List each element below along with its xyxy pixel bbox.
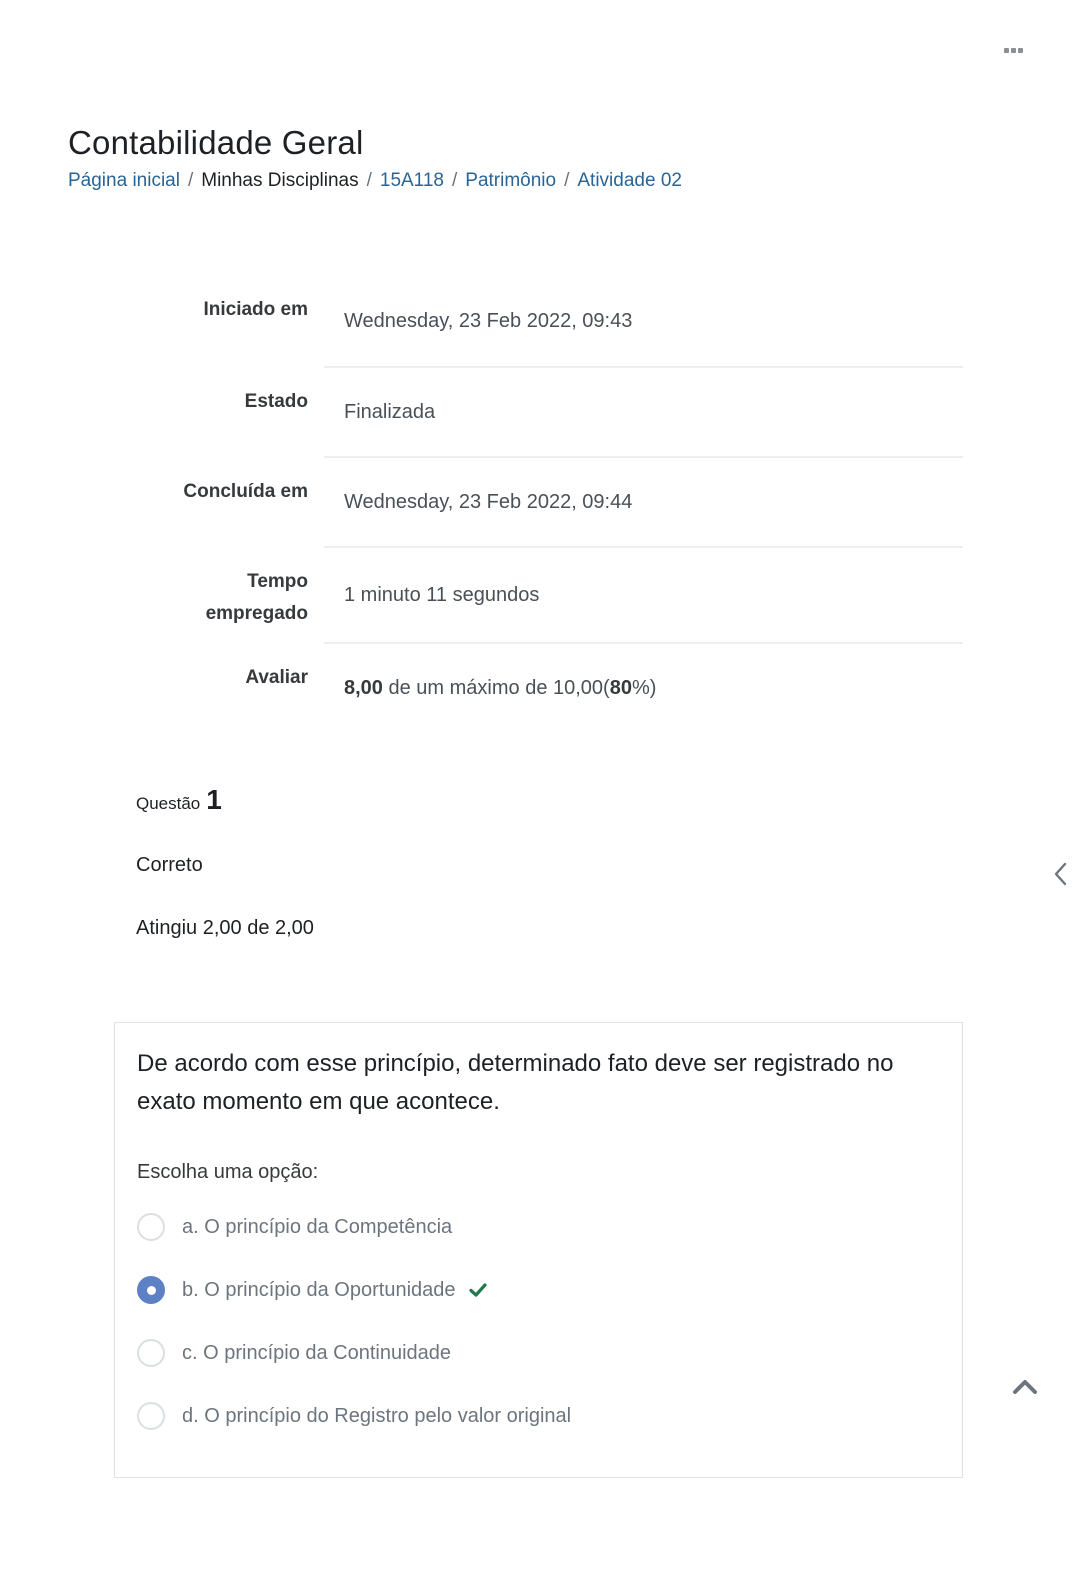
breadcrumb-section-link[interactable]: Patrimônio [465,170,557,191]
radio-dot [147,1286,156,1295]
grade-label: Avaliar [245,667,308,688]
grade-text: de um máximo de 10,00( [382,676,610,699]
completed-value: Wednesday, 23 Feb 2022, 09:44 [324,458,963,548]
grade-score: 8,00 [344,676,383,699]
completed-label: Concluída em [183,481,308,502]
question-label: Questão [136,794,201,813]
breadcrumb-separator: / [564,170,570,191]
page-title: Contabilidade Geral [68,124,364,161]
started-label: Iniciado em [203,299,308,320]
answer-label: b. O princípio da Oportunidade [182,1278,456,1301]
time-label-line2: empregado [205,603,308,624]
check-icon [468,1280,488,1300]
answer-label: a. O princípio da Competência [182,1215,453,1238]
started-value: Wednesday, 23 Feb 2022, 09:43 [324,276,963,368]
answer-option-d[interactable] [137,1402,571,1430]
summary-row-started [68,276,963,368]
breadcrumb-my-courses: Minhas Disciplinas [201,170,359,191]
question-number [136,784,222,816]
attempt-summary-table [68,276,963,732]
menu-dot [1018,48,1023,53]
grade-value [324,644,963,732]
time-label-line1: Tempo [247,571,308,592]
time-taken-value: 1 minuto 11 segundos [324,548,963,644]
radio-button[interactable] [137,1339,165,1367]
radio-button[interactable] [137,1402,165,1430]
radio-button[interactable] [137,1213,165,1241]
question-card [114,1022,963,1478]
menu-dot [1004,48,1009,53]
breadcrumb-separator: / [366,170,372,191]
grade-suffix: %) [631,676,657,699]
radio-button-selected[interactable] [137,1276,165,1304]
question-text: De acordo com esse princípio, determinado fato deve ser registrado no exato momento em que acontece. [137,1050,894,1115]
chevron-left-icon[interactable] [1050,860,1072,888]
summary-row-state [68,368,963,458]
time-taken-label [68,548,308,644]
grade-percent: 80 [609,676,632,699]
state-label: Estado [244,391,308,412]
summary-row-grade [68,644,963,732]
question-state: Correto [136,854,203,876]
answer-label: d. O princípio do Registro pelo valor original [182,1404,572,1427]
breadcrumb-separator: / [451,170,458,191]
answer-option-c[interactable] [137,1339,451,1367]
more-horizontal-icon[interactable] [997,36,1029,64]
menu-dot [1011,48,1016,53]
state-value: Finalizada [324,368,963,458]
question-info [136,784,314,939]
question-mark: Atingiu 2,00 de 2,00 [136,917,314,939]
breadcrumb [68,170,682,192]
breadcrumb-home-link[interactable]: Página inicial [68,170,180,191]
answer-label: c. O princípio da Continuidade [182,1341,452,1364]
breadcrumb-separator: / [187,170,194,191]
summary-row-completed [68,458,963,548]
summary-row-time [68,548,963,644]
answer-option-b[interactable] [137,1276,488,1304]
question-number-value: 1 [206,784,222,815]
answer-prompt: Escolha uma opção: [137,1161,319,1183]
answer-option-a[interactable] [137,1213,452,1241]
breadcrumb-activity-link[interactable]: Atividade 02 [577,170,682,191]
chevron-up-icon[interactable] [1009,1372,1041,1400]
breadcrumb-course-link[interactable]: 15A118 [379,170,444,191]
